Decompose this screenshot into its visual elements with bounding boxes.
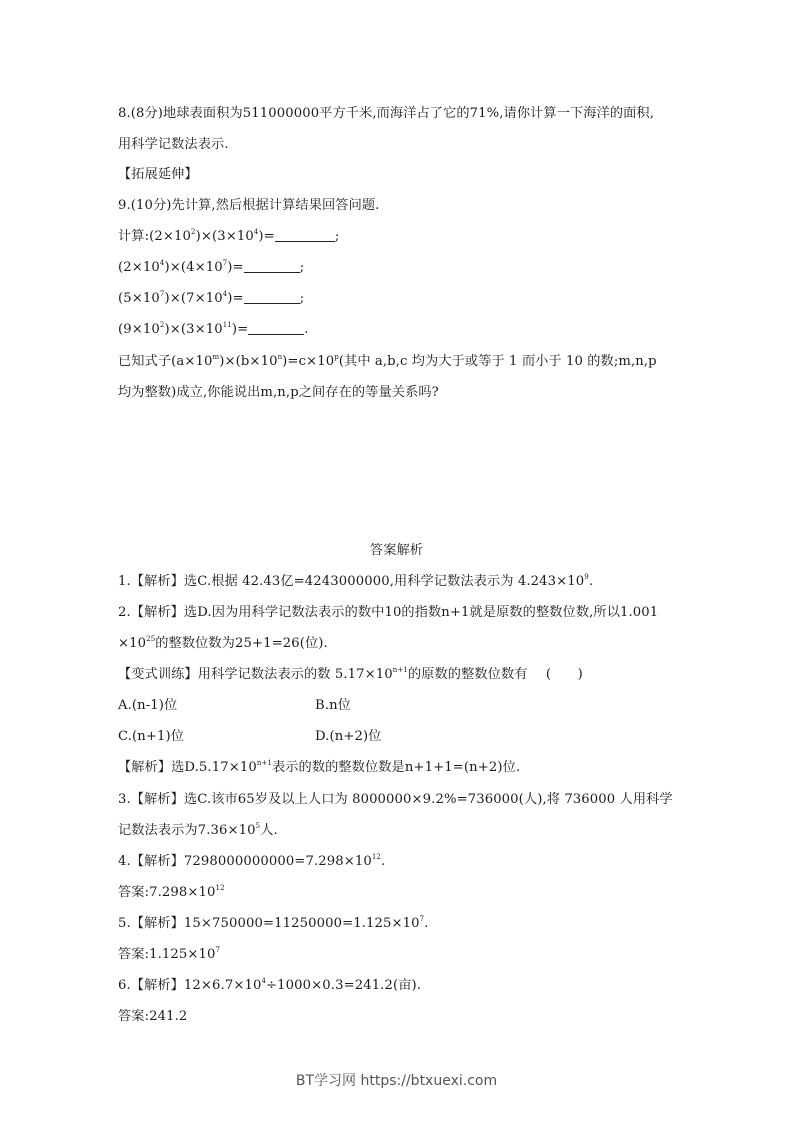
q8-line2: 用科学记数法表示. bbox=[118, 137, 229, 152]
answer-5-final: 答案$:1.125\times 10^7$ bbox=[118, 946, 221, 962]
variant-answer: 【解析】选$D.5.17\times 10^{n+1}$表示的数的整数位数是n+1+1=(n+2)位. bbox=[118, 759, 521, 775]
answer-blank[interactable] bbox=[244, 289, 300, 304]
variant-question: 【变式训练】用科学记数法表示的数 $5.17\times 10^{n+1}$的原数的整数位数有 ( ) bbox=[118, 666, 583, 682]
q9-calc-item-1: 计算$:(2\times 10^2)\times(3\times 10^4)=$ ; bbox=[118, 228, 340, 244]
answer-3-line2: 记数法表示为$7.36\times 10^5$人. bbox=[118, 822, 278, 838]
option-b: B.n位 bbox=[315, 698, 351, 713]
answer-5: 5.【解析】$15\times 750000=11250000=1.125\times 10^7$. bbox=[118, 915, 429, 931]
q9-general-line1: 已知式子$(a\times 10^m)\times(b\times 10^n)=c\times 10^p$(其中 a,b,c 均为大于或等于 1 而小于 10 的数;m,n,p bbox=[118, 353, 657, 369]
answer-2-line2: $\times 10^{25}$的整数位数为25+1=26(位). bbox=[118, 635, 328, 651]
answer-3-line1: 3.【解析】选C.该市65岁及以上人口为 8000000×9.2%=736000(人),将 736000 人用科学 bbox=[118, 792, 673, 807]
answer-2-line1: 2.【解析】选D.因为用科学记数法表示的数中10的指数n+1就是原数的整数位数,所以1.001 bbox=[118, 605, 659, 620]
answer-blank[interactable] bbox=[275, 227, 335, 242]
calc-prefix: 计算: bbox=[118, 229, 150, 244]
answer-1: 1.【解析】选C.根据 42.43亿=4243000000,用科学记数法表示为 $4.243\times 10^9$. bbox=[118, 573, 594, 589]
q9-calc-item-2: $(2\times 10^4)\times(4\times 10^7)=$ ; bbox=[118, 259, 305, 275]
answer-6-final: 答案:241.2 bbox=[118, 1009, 188, 1024]
answer-blank[interactable] bbox=[248, 320, 304, 335]
q9-general-line2: 均为整数)成立,你能说出m,n,p之间存在的等量关系吗? bbox=[118, 385, 439, 400]
answer-4-final: 答案$:7.298\times 10^{12}$ bbox=[118, 884, 225, 900]
answer-blank[interactable] bbox=[244, 258, 300, 273]
q9-intro: 9.(10分)先计算,然后根据计算结果回答问题. bbox=[118, 198, 380, 213]
answer-4: 4.【解析】$7298000000000=7.298\times 10^{12}$. bbox=[118, 853, 386, 869]
answer-6: 6.【解析】$12\times 6.7\times 10^4\div 1000\times 0.3=241.2$(亩). bbox=[118, 977, 422, 993]
option-c: C.(n+1)位 bbox=[118, 729, 185, 744]
q9-calc-item-4: $(9\times 10^2)\times(3\times 10^{11})=$ . bbox=[118, 321, 309, 337]
option-d: D.(n+2)位 bbox=[315, 729, 382, 744]
option-a: A.(n-1)位 bbox=[118, 698, 178, 713]
answers-title: 答案解析 bbox=[369, 543, 424, 558]
q9-calc-item-3: $(5\times 10^7)\times(7\times 10^4)=$ ; bbox=[118, 290, 305, 306]
section-extension-heading: 【拓展延伸】 bbox=[118, 167, 198, 182]
answer-paren: ( ) bbox=[545, 667, 583, 682]
q8-line1: 8.(8分)地球表面积为511000000平方千米,而海洋占了它的71%,请你计算一下海洋的面积, bbox=[118, 106, 654, 121]
site-footer-watermark: BT学习网 https://btxuexi.com bbox=[295, 1073, 498, 1089]
